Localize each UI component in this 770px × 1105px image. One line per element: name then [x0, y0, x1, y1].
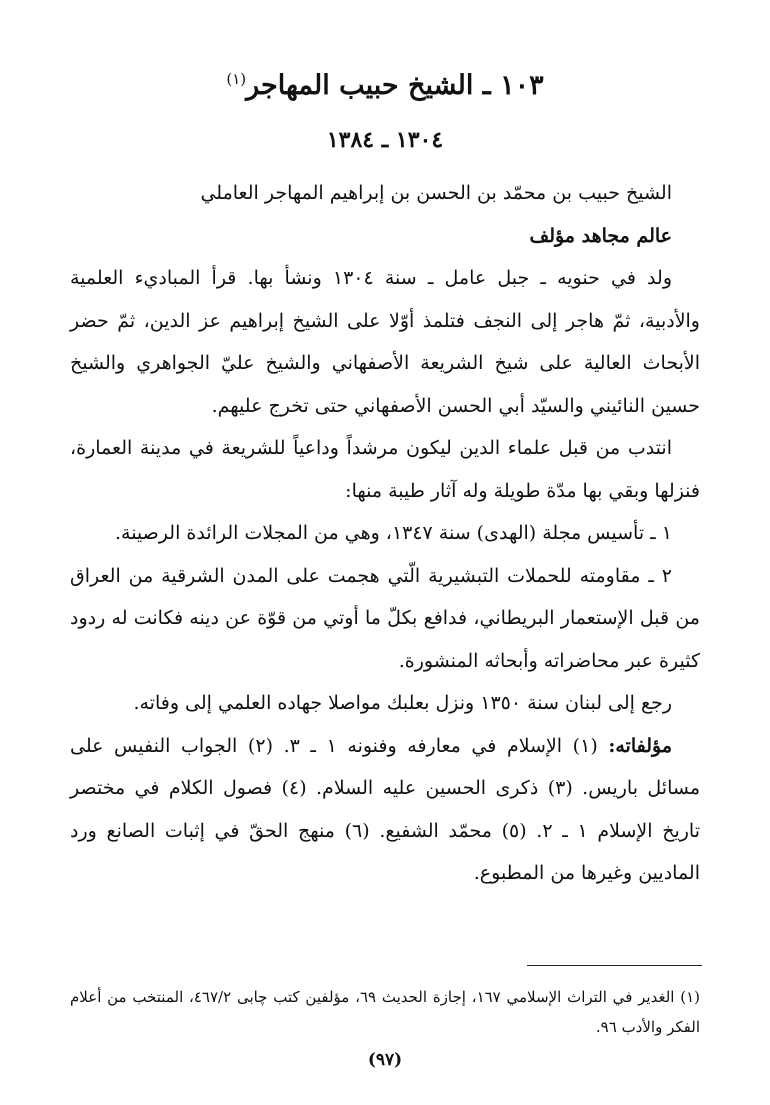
page-number: (٩٧) [367, 1050, 403, 1070]
footnote-text: (١) الغدير في التراث الإسلامي ١٦٧، إجازة الحديث ٦٩، مؤلفين كتب چابى ٤٦٧/٢، المنتخب من أعلام الفكر والأدب ٩٦. [70, 988, 700, 1036]
mission-paragraph: انتدب من قبل علماء الدين ليكون مرشداً وداعياً للشريعة في مدينة العمارة، فنزلها وبقي بها مدّة طويلة وله آثار طيبة منها: [70, 437, 700, 502]
works-text: (١) الإسلام في معارفه وفنونه ١ ـ ٣. (٢) الجواب النفيس على مسائل باريس. (٣) ذكرى الحسين عليه السلام. (٤) فصول الكلام في مختصر تاريخ الإسلام ١ ـ ٢. (٥) محمّد الشفيع. (٦) منهج الحقّ في إثبات الصانع ورد الماديين وغيرها من المطبوع. [70, 734, 701, 884]
works-paragraph [70, 725, 700, 895]
list-item: ٢ ـ مقاومته للحملات التبشيرية الّتي هجمت على المدن الشرقية من العراق من قبل الإستعمار البريطاني، فدافع بكلّ ما أوتي من قوّة عن دينه فكانت له ردود كثيرة عبر محاضراته وأبحاثه المنشورة. [70, 564, 700, 672]
list-item: ١ ـ تأسيس مجلة (الهدى) سنة ١٣٤٧، وهي من المجلات الرائدة الرصينة. [114, 522, 672, 544]
entry-title [0, 70, 770, 101]
return-paragraph: رجع إلى لبنان سنة ١٣٥٠ ونزل بعلبك مواصلا جهاده العلمي إلى وفاته. [133, 692, 672, 714]
entry-body [70, 172, 700, 895]
footnote-marker: (١) [226, 70, 247, 88]
entry-years: ١٣٠٤ ـ ١٣٨٤ [326, 127, 444, 153]
footnote [70, 982, 700, 1042]
footnote-divider [527, 965, 702, 966]
entry-title-text: ١٠٣ ـ الشيخ حبيب المهاجر [246, 70, 544, 101]
works-label: مؤلفاته: [608, 734, 672, 757]
description-line: عالم مجاهد مؤلف [529, 224, 672, 247]
full-name-line: الشيخ حبيب بن محمّد بن الحسن بن إبراهيم المهاجر العاملي [200, 182, 672, 204]
biography-paragraph: ولد في حنويه ـ جبل عامل ـ سنة ١٣٠٤ ونشأ بها. قرأ المباديء العلمية والأدبية، ثمّ هاجر إلى النجف فتلمذ أوّلا على الشيخ إبراهيم عز الدين، ثمّ حضر الأبحاث العالية على شيخ الشريعة الأصفهاني والشيخ عليّ الجواهري والشيخ حسين النائيني والسيّد أبي الحسن الأصفهاني حتى تخرج عليهم. [70, 267, 700, 417]
